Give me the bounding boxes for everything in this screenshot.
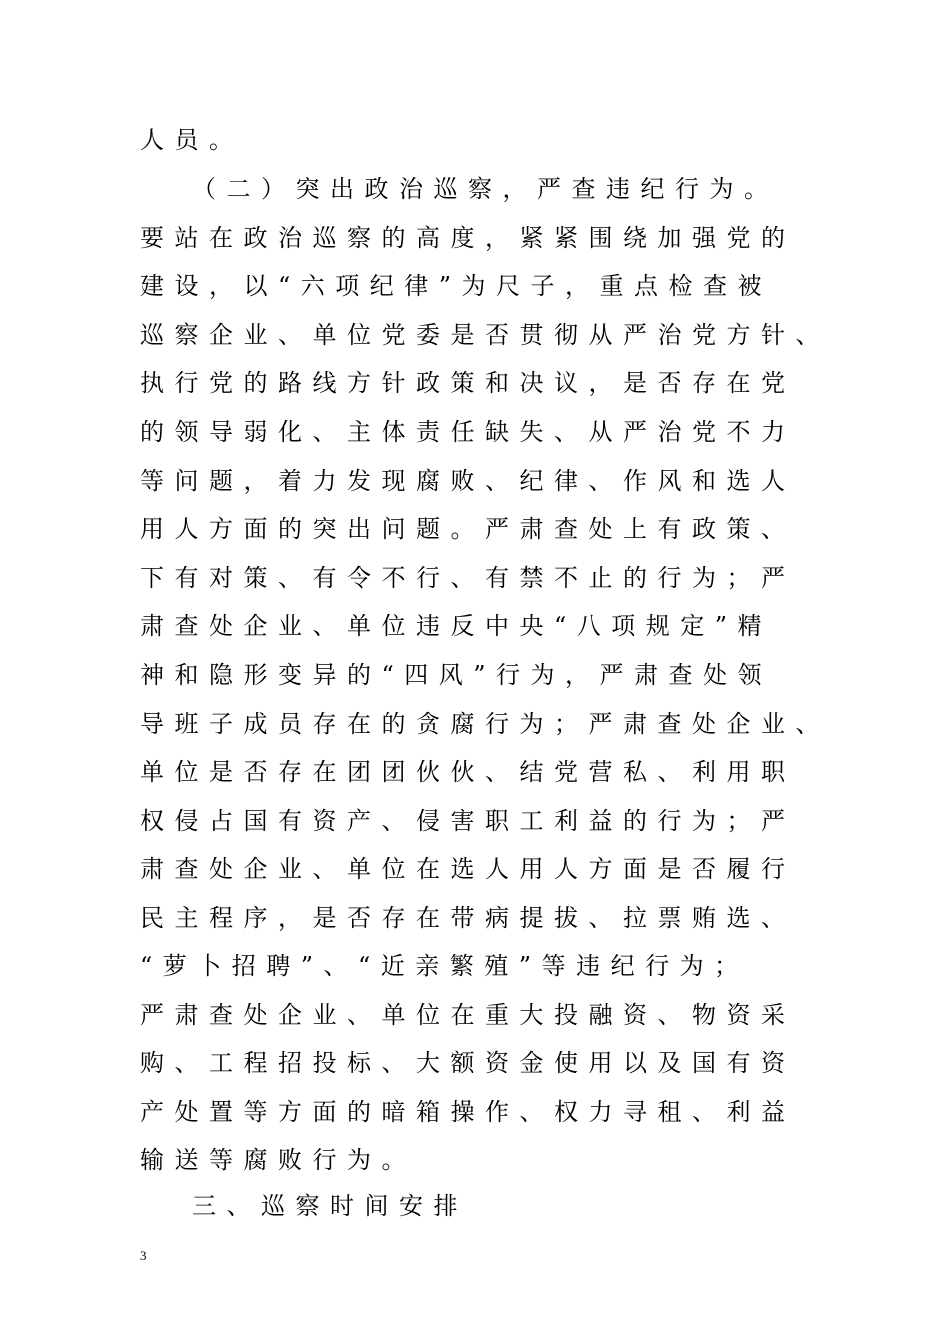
text-line: 执行党的路线方针政策和决议，是否存在党 [140,369,796,397]
text-line: 产处置等方面的暗箱操作、权力寻租、利益 [140,1098,796,1126]
text-line: 人员。 [140,126,244,154]
text-line: 购、工程招投标、大额资金使用以及国有资 [140,1049,796,1077]
text-line: 民主程序，是否存在带病提拔、拉票贿选、 [140,904,796,932]
text-line: 建设，以“六项纪律”为尺子，重点检查被 [140,272,773,300]
section-heading: 三、巡察时间安排 [192,1192,468,1220]
page-number: 3 [140,1248,147,1263]
text-line: 巡察企业、单位党委是否贯彻从严治党方针、 [140,321,830,349]
text-line: 要站在政治巡察的高度，紧紧围绕加强党的 [140,224,796,252]
text-line: 等问题，着力发现腐败、纪律、作风和选人 [140,467,796,495]
text-line: 权侵占国有资产、侵害职工利益的行为；严 [140,807,796,835]
text-line: 严肃查处企业、单位在重大投融资、物资采 [140,1001,796,1029]
text-line: 神和隐形变异的“四风”行为，严肃查处领 [140,661,773,689]
text-line: 用人方面的突出问题。严肃查处上有政策、 [140,515,796,543]
text-line: 下有对策、有令不行、有禁不止的行为；严 [140,564,796,592]
text-line: 肃查处企业、单位违反中央“八项规定”精 [140,612,773,640]
text-line: “萝卜招聘”、“近亲繁殖”等违纪行为； [140,952,749,980]
text-line: 单位是否存在团团伙伙、结党营私、利用职 [140,758,796,786]
subsection-heading: （二）突出政治巡察，严查违纪行为。 [192,175,779,203]
text-line: 肃查处企业、单位在选人用人方面是否履行 [140,855,796,883]
text-line: 导班子成员存在的贪腐行为；严肃查处企业、 [140,710,830,738]
text-line: 输送等腐败行为。 [140,1146,416,1174]
text-line: 的领导弱化、主体责任缺失、从严治党不力 [140,418,796,446]
